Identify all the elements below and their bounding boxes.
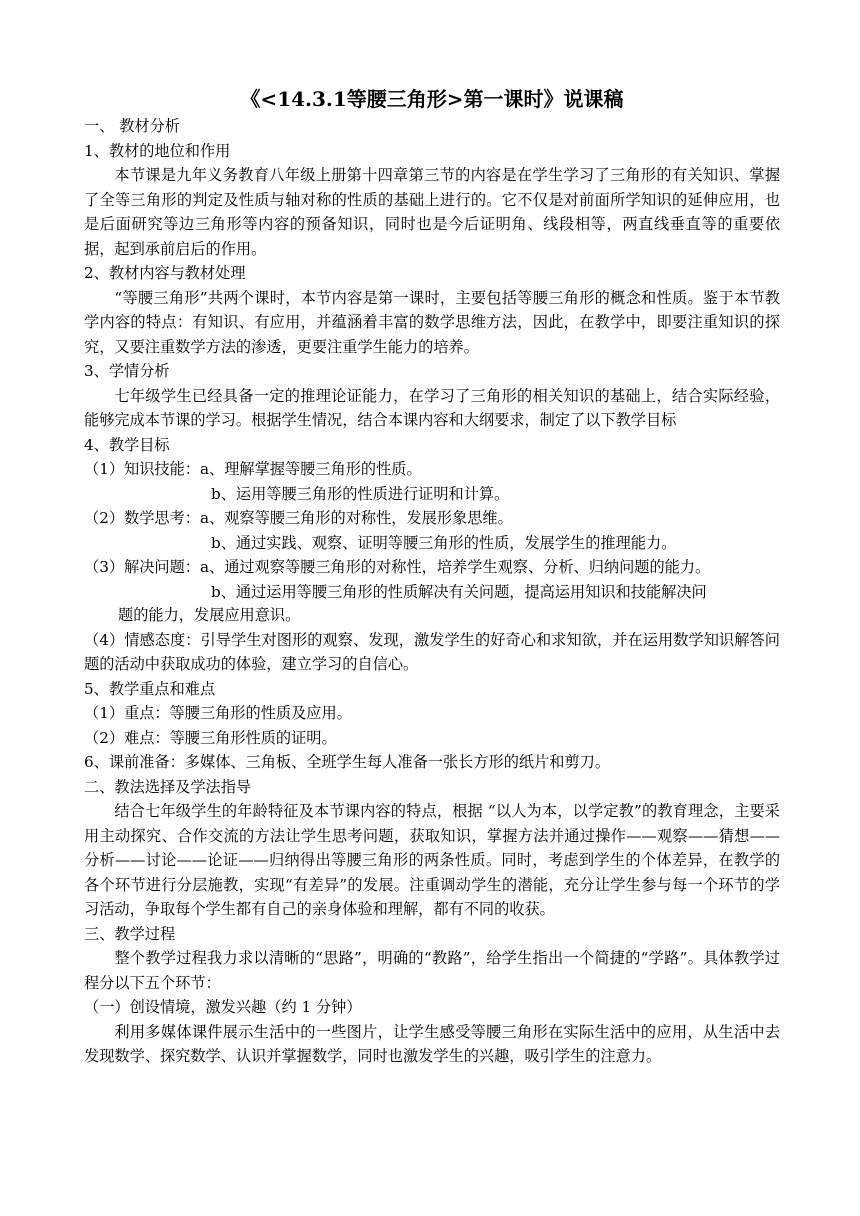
- paragraph-position-role: 本节课是九年义务教育八年级上册第十四章第三节的内容是在学生学习了三角形的有关知识、掌握了全等三角形的判定及性质与轴对称的性质的基础上进行的。它不仅是对前面所学知识的延伸应用，也是后面研究等边三角形等内容的预备知识，同时也是今后证明角、线段相等，两直线垂直等的重要依据，起到承前启后的作用。: [84, 166, 780, 258]
- goal-problem-solving-b: b、通过运用等腰三角形的性质解决有关问题，提高运用知识和技能解决问: [211, 582, 707, 601]
- key-point: （1）重点：等腰三角形的性质及应用。: [84, 704, 352, 722]
- subsection-2-heading: 2、教材内容与教材处理: [84, 264, 246, 282]
- paragraph-teaching-method: 结合七年级学生的年龄特征及本节课内容的特点，根据 “以人为本，以学定教”的教育理念，主要采用主动探究、合作交流的方法让学生思考问题，获取知识，掌握方法并通过操作——观察——猜想——分析——讨论——论证——归纳得出等腰三角形的两条性质。同时，考虑到学生的个体差异，在教学的各个环节进行分层施教，实现“有差异”的发展。注重调动学生的潜能，充分让学生参与每一个环节的学习活动，争取每个学生都有自己的亲身体验和理解，都有不同的收获。: [84, 802, 780, 918]
- goal-thinking: [84, 506, 780, 531]
- subsection-3-heading: 3、学情分析: [84, 362, 170, 380]
- goal-knowledge-label: （1）知识技能：: [84, 460, 200, 478]
- goal-problem-solving-b-continued: 题的能力，发展应用意识。: [118, 606, 301, 624]
- goal-problem-solving: [84, 555, 780, 580]
- goal-problem-solving-a: a、通过观察等腰三角形的对称性，培养学生观察、分析、归纳问题的能力。: [199, 558, 711, 576]
- goal-knowledge-b: b、运用等腰三角形的性质进行证明和计算。: [211, 484, 510, 503]
- subsection-6-preparation: 6、课前准备：多媒体、三角板、全班学生每人准备一张长方形的纸片和剪刀。: [84, 753, 611, 771]
- goal-thinking-label: （2）数学思考：: [84, 509, 200, 527]
- document-page: [84, 84, 780, 1069]
- goal-thinking-b: b、通过实践、观察、证明等腰三角形的性质，发展学生的推理能力。: [211, 533, 677, 552]
- subsection-5-heading: 5、教学重点和难点: [84, 679, 216, 698]
- paragraph-student-analysis: 七年级学生已经具备一定的推理论证能力，在学习了三角形的相关知识的基础上，结合实际经验，能够完成本节课的学习。根据学生情况，结合本课内容和大纲要求，制定了以下教学目标: [84, 386, 780, 429]
- goal-knowledge-a: a、理解掌握等腰三角形的性质。: [199, 460, 422, 478]
- subsection-1-heading: 1、教材的地位和作用: [84, 141, 231, 160]
- section-1-heading: 一、 教材分析: [84, 117, 180, 135]
- goal-thinking-a: a、观察等腰三角形的对称性，发展形象思维。: [199, 509, 513, 527]
- goal-attitude: （4）情感态度：引导学生对图形的观察、发现，激发学生的好奇心和求知欲，并在运用数学知识解答问题的活动中获取成功的体验，建立学习的自信心。: [84, 630, 780, 673]
- subsection-4-heading: 4、教学目标: [84, 435, 170, 454]
- difficult-point: （2）难点：等腰三角形性质的证明。: [84, 728, 337, 747]
- goal-problem-solving-label: （3）解决问题：: [84, 558, 200, 576]
- goal-knowledge: [84, 457, 780, 482]
- paragraph-teaching-process: 整个教学过程我力求以清晰的“思路”，明确的“教路”，给学生指出一个简捷的“学路”。具体教学过程分以下五个环节：: [84, 949, 780, 992]
- document-title: 《<14.3.1等腰三角形>第一课时》说课稿: [240, 87, 624, 111]
- paragraph-content-handling: “等腰三角形”共两个课时，本节内容是第一课时，主要包括等腰三角形的概念和性质。鉴于本节教学内容的特点：有知识、有应用，并蕴涵着丰富的数学思维方法，因此，在教学中，即要注重知识的探究，又要注重数学方法的渗透，更要注重学生能力的培养。: [84, 288, 780, 356]
- section-3-heading: 三、教学过程: [84, 924, 176, 943]
- step-1-heading: （一）创设情境，激发兴趣（约 1 分钟）: [84, 998, 362, 1016]
- paragraph-step-1: 利用多媒体课件展示生活中的一些图片，让学生感受等腰三角形在实际生活中的应用，从生活中去发现数学、探究数学、认识并掌握数学，同时也激发学生的兴趣，吸引学生的注意力。: [84, 1022, 780, 1065]
- section-2-heading: 二、教法选择及学法指导: [84, 777, 252, 796]
